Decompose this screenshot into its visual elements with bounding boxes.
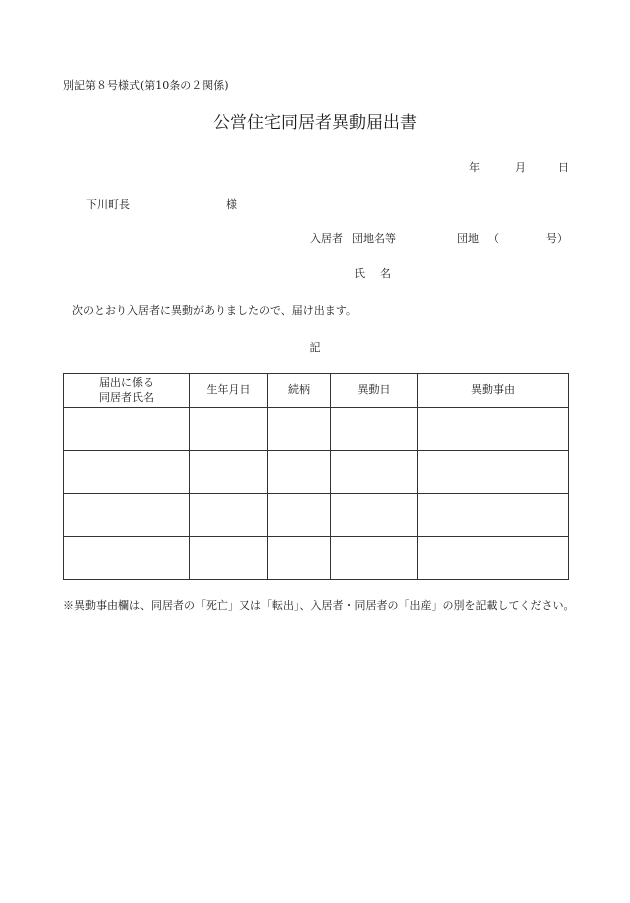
table-cell bbox=[331, 451, 418, 494]
addressee-name: 下川町長 bbox=[86, 198, 130, 211]
table-cell bbox=[268, 494, 331, 537]
date-day-label: 日 bbox=[558, 161, 569, 174]
table-cell bbox=[331, 408, 418, 451]
table-row bbox=[64, 408, 569, 451]
header-cohabitant-name bbox=[64, 374, 190, 408]
date-year-label: 年 bbox=[469, 161, 480, 174]
form-title: 公営住宅同居者異動届出書 bbox=[213, 113, 417, 133]
complex-name-label: 団地名等 bbox=[352, 232, 396, 245]
footnote: ※異動事由欄は、同居者の「死亡」又は「転出」、入居者・同居者の「出産」の別を記載してください。 bbox=[63, 599, 575, 612]
header-change-reason: 異動事由 bbox=[418, 374, 569, 408]
table-cell bbox=[418, 451, 569, 494]
table-row bbox=[64, 537, 569, 580]
table-cell bbox=[268, 451, 331, 494]
header-relationship: 続柄 bbox=[268, 374, 331, 408]
unit-open-paren: （ bbox=[488, 232, 499, 245]
table-row bbox=[64, 451, 569, 494]
table-cell bbox=[418, 537, 569, 580]
table-cell bbox=[190, 451, 268, 494]
header-cohabitant-name-line2: 同居者氏名 bbox=[99, 390, 154, 404]
table-cell bbox=[268, 537, 331, 580]
table-cell bbox=[190, 537, 268, 580]
unit-number-label: 号） bbox=[546, 232, 568, 245]
table-header-row bbox=[64, 374, 569, 408]
cohabitant-table bbox=[63, 373, 569, 580]
table-cell bbox=[331, 537, 418, 580]
ki-heading: 記 bbox=[309, 341, 321, 354]
table-cell bbox=[190, 408, 268, 451]
form-reference: 別記第８号様式(第10条の２関係) bbox=[63, 79, 229, 92]
table-cell bbox=[418, 494, 569, 537]
table-cell bbox=[331, 494, 418, 537]
table-cell bbox=[64, 537, 190, 580]
table-cell bbox=[64, 494, 190, 537]
header-change-date: 異動日 bbox=[331, 374, 418, 408]
table-cell bbox=[190, 494, 268, 537]
table-cell bbox=[268, 408, 331, 451]
date-month-label: 月 bbox=[515, 161, 526, 174]
danchi-label: 団地 bbox=[457, 232, 479, 245]
addressee-honorific: 様 bbox=[226, 198, 237, 211]
resident-label: 入居者 bbox=[310, 232, 343, 245]
header-cohabitant-name-line1: 届出に係る bbox=[99, 375, 154, 389]
table-cell bbox=[418, 408, 569, 451]
header-birth-date: 生年月日 bbox=[190, 374, 268, 408]
resident-name-label: 氏名 bbox=[354, 267, 406, 280]
table-row bbox=[64, 494, 569, 537]
notification-statement: 次のとおり入居者に異動がありましたので、届け出ます。 bbox=[72, 304, 357, 317]
table-cell bbox=[64, 451, 190, 494]
table-cell bbox=[64, 408, 190, 451]
